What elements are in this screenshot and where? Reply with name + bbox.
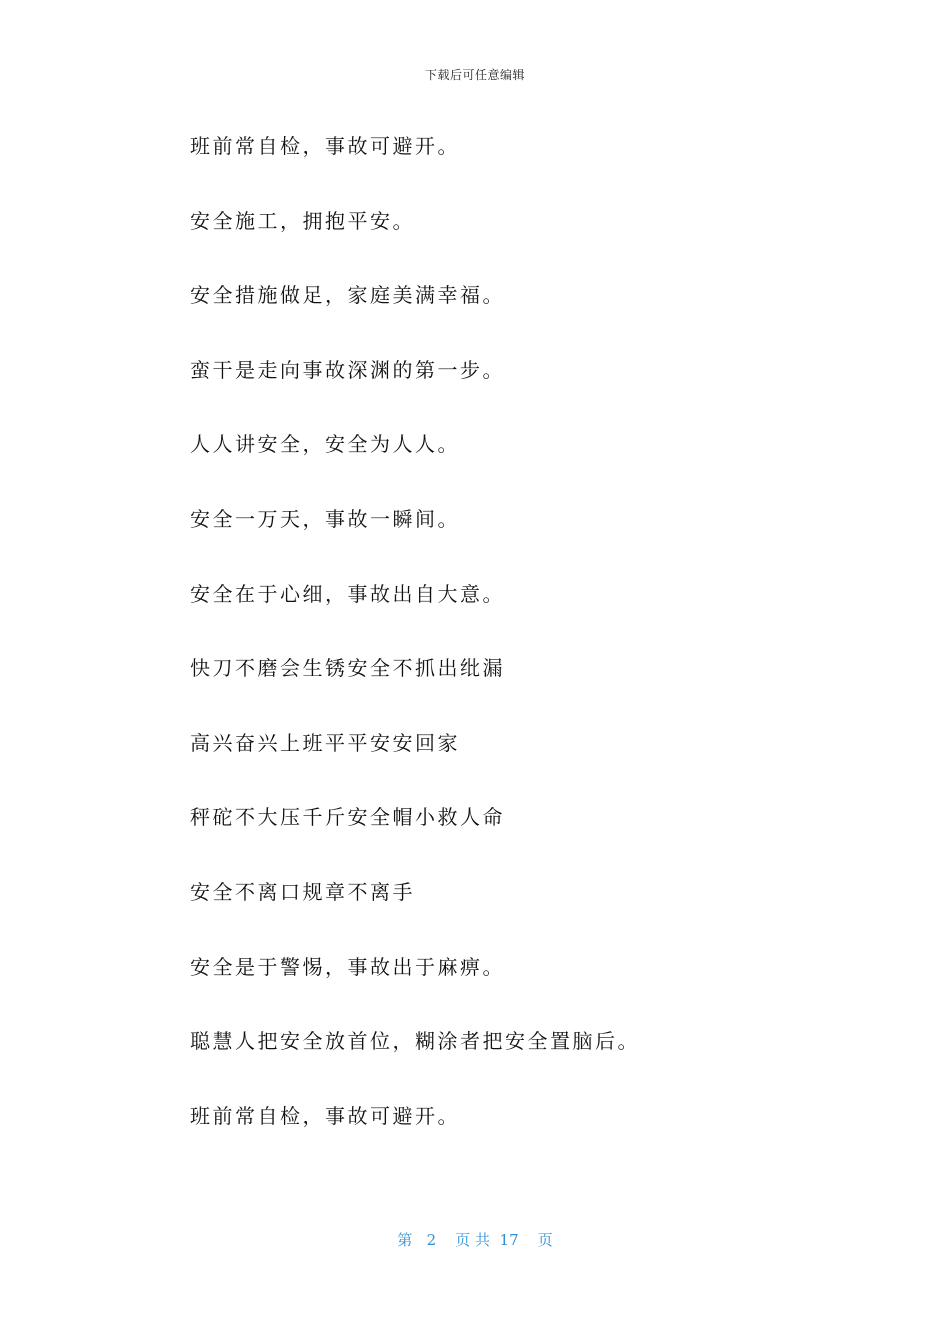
footer-prefix: 第 xyxy=(397,1231,413,1249)
footer-middle: 页 共 xyxy=(455,1231,490,1249)
slogan-line: 安全措施做足，家庭美满幸福。 xyxy=(190,283,505,308)
slogan-line: 安全不离口规章不离手 xyxy=(190,879,415,904)
slogan-line: 快刀不磨会生锈安全不抓出纰漏 xyxy=(190,656,505,681)
slogan-line: 班前常自检，事故可避开。 xyxy=(190,1103,460,1128)
slogan-line: 高兴奋兴上班平平安安回家 xyxy=(190,730,460,755)
slogan-line: 蛮干是走向事故深渊的第一步。 xyxy=(190,357,505,382)
total-pages-number: 17 xyxy=(499,1231,519,1249)
header-note: 下载后可任意编辑 xyxy=(424,68,525,82)
slogan-line: 聪慧人把安全放首位，糊涂者把安全置脑后。 xyxy=(190,1029,640,1054)
current-page-number: 2 xyxy=(426,1231,437,1249)
slogan-line: 安全一万天，事故一瞬间。 xyxy=(190,506,460,531)
slogan-line: 班前常自检，事故可避开。 xyxy=(190,134,460,158)
slogan-line: 安全是于警惕，事故出于麻痹。 xyxy=(190,954,505,979)
slogan-list xyxy=(190,131,890,1175)
slogan-line: 人人讲安全，安全为人人。 xyxy=(190,432,460,457)
slogan-line: 秤砣不大压千斤安全帽小救人命 xyxy=(190,805,505,830)
page-footer xyxy=(0,1229,950,1250)
slogan-line: 安全在于心细，事故出自大意。 xyxy=(190,581,505,606)
footer-suffix: 页 xyxy=(537,1231,553,1249)
slogan-line: 安全施工，拥抱平安。 xyxy=(190,208,415,233)
